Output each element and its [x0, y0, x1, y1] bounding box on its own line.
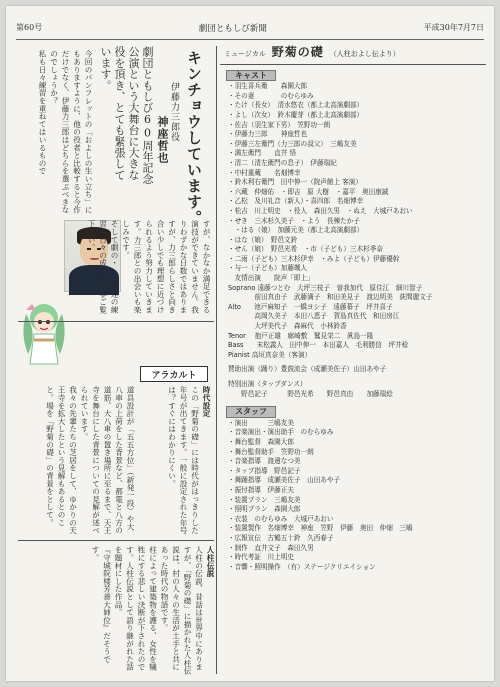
chorus-entry: Soprano 遠藤つとむ 大坪三枝子 曽我加代 原住江 細川智子	[228, 283, 423, 292]
staff-entry: ・時代考証 川上明史	[228, 553, 294, 562]
cast-entry: ・松吉 川上明史 ・役人 森田久男 ・ぬえ 大城戸あおい	[228, 206, 413, 215]
cast-entry: ・六蔵 仲畑佑 ・即吉 原 大樹 ・嘉平 奥田康誠	[228, 187, 389, 196]
cast-entry: ・たけ（長女） 清水悠衣（都上北高演劇部）	[228, 101, 364, 110]
staff-entry: ・衣装 のむらゆみ 大城戸あおい	[228, 514, 334, 523]
credits-kicker: ミュージカル	[224, 50, 266, 58]
staff-entry: ・舞踊指導 成瀬美佐子 山田あや子	[228, 476, 341, 485]
support-performers: 賛助出演（踊り）豊鼓流会（成瀬美佐子）山田あや子	[228, 365, 387, 374]
staff-entry: ・広報宣伝 古鶴五十鈴 久西春子	[228, 533, 334, 542]
staff-list	[220, 419, 486, 573]
interview-role: 伊藤力三郎役	[169, 82, 179, 142]
interview-name: 神座哲也	[156, 116, 169, 164]
issue-number: 第60号	[16, 23, 43, 32]
staff-entry: ・音楽演出・演出助手 のむらゆみ	[228, 428, 334, 437]
credits-subtitle: （人柱およし伝より）	[329, 50, 400, 58]
cast-entry: ・せん（娘） 野邑光希 ・市（子ども）三木杉季奈	[228, 245, 383, 254]
staff-entry: ・音響・照明操作 （有）ステージクリエイション	[228, 562, 376, 571]
page-header	[16, 16, 484, 40]
cast-entry: ・二雨（子ども）三木杉伊幸 ・みよ（子ども）伊藤優幹	[228, 254, 400, 263]
staff-entry: ・振付指導 伊藤正夫	[228, 485, 294, 494]
staff-label: スタッフ	[226, 406, 276, 418]
mascot-illustration	[16, 294, 72, 374]
staff-entry: ・装置プラン 三嶋友美	[228, 495, 301, 504]
cast-entry: ・乙松 及川礼音（新人）・喜四郎 名畑博幸	[228, 197, 364, 206]
staff-entry: ・タップ指導 野邑記子	[228, 466, 301, 475]
alacarte-col-1: 時代設定 この「野菊の礎」には時代がはっきりした年号が出てきます。一般に設定された年号は？すぐにはわかりにくい。	[167, 386, 211, 535]
cast-entry: ・はる（娘） 加藤元美（都上北高演劇部）	[228, 226, 364, 235]
staff-entry: ・音楽指導 渡邊なつ美	[228, 457, 301, 466]
tap-dance-section: 特別出演（タップダンス） 野邑記子 野邑光希 野邑真由 加藤瑞絵	[228, 380, 393, 398]
credits-title: 野菊の礎	[271, 45, 324, 59]
cast-entry: 友情出演 院声「即上」	[228, 274, 314, 283]
newspaper-title: 劇団ともしび新聞	[198, 23, 267, 34]
chorus-entry: 高岡久美子 本田八恵子 賀島真佐代 和田房江	[228, 312, 400, 321]
interview-body-1: 今回のパンフレットの「およしの生い立ち」にもありますように、他の役者と比較すると今作だけでなく、伊藤力三郎はどちらを選ぶべきなのでしょうか？ 私も日々練習を重ねてはいるもので	[38, 50, 93, 214]
cast-entry: ・伊藤三左衛門（力三郎の叔父） 三嶋友美	[228, 139, 357, 148]
cast-list	[220, 82, 486, 283]
chorus-entry: Bass 末松義人 田中伸一 本田嘉人 毛利勝信 坪井稔	[228, 341, 409, 350]
cast-label: キャスト	[226, 70, 276, 82]
cast-entry: ・はな（娘） 野邑文鈴	[228, 235, 298, 244]
cast-entry: ・鈴木利右衛門 田中伸一（院声館上 客演）	[228, 178, 362, 187]
staff-entry: ・舞台監督 森園大郎	[228, 437, 294, 446]
interview-body-2: すが、なかなか満足できる演技ができていません。我りわずかな日数ではありますが、力三郎らしさと向き合い少しでも理想に近づけられるよう努力していきます。力三郎との出会いも楽しみです。 そして劇の・・・私達の練習の日々の成果を是非ご覧下さい。	[87, 220, 211, 314]
chorus-entry: 前田真由子 武藤満子 和田美見子 渡辺明美 荻間麗文子	[228, 293, 433, 302]
cast-entry: ・満左衛門 直井 悟	[228, 149, 297, 158]
chorus-entry: Alto 池戸麻知子 一橋ヨシ子 遠藤幕子 坪井喜子	[228, 302, 393, 311]
cast-entry: ・せき 三木杉久美子 ・よう 長棟たか子	[228, 216, 360, 225]
staff-entry: ・舞台監督助手 笠野功一朗	[228, 447, 314, 456]
interview-headline: キンチョウしています。	[185, 50, 203, 226]
staff-entry: ・制作 直井文子 森田久男	[228, 543, 314, 552]
chorus-entry: Tenor 抱戸正雄 廊崎敷 鷲見栄二 眞島一隆	[228, 331, 374, 340]
alacarte-col-3: 人柱伝説 人柱の伝説、昔話は世界中にありますが、「野菊の礎」に描かれた人柱伝説は、村の人々の生活が土手と共にあった時代の物語です。 柱によって建築物を護る、女性を犠牲にする悲しい決断が下されたのです。人柱伝説として語り継がれた話を題材にした作品。 『守城院楼芳善大姉位』だそうです。	[91, 546, 215, 675]
cast-entry: ・よし（次女） 鈴木慶芽（都上北高演劇部）	[228, 110, 364, 119]
chorus-entry: 大坪美代子 森麻代 小林鈴香	[228, 322, 347, 331]
newspaper-page	[6, 6, 494, 681]
issue-date: 平成30年7月7日	[423, 23, 484, 32]
staff-entry: ・演出 三嶋友美	[228, 418, 294, 427]
alacarte-label: アラカルト	[140, 366, 208, 382]
cast-entry: ・その妻 のむらゆみ	[228, 91, 314, 100]
cast-entry: ・羽生喜兵衛 森園大郎	[228, 82, 308, 91]
staff-entry: ・装置製作 名畑博幸 神座 笠野 伊藤 奥田 仲畑 三嶋	[228, 524, 413, 533]
chorus-list	[220, 284, 486, 361]
cast-entry: ・佐吉（羽生家下男） 笠野功一朗	[228, 120, 331, 129]
staff-entry: ・照明プラン 森園大郎	[228, 505, 301, 514]
cast-entry: ・中村重蔵 名畑博幸	[228, 168, 301, 177]
cast-entry: ・与一（子ども）加藤颯人	[228, 264, 308, 273]
credits-panel	[220, 46, 486, 676]
chorus-entry: Pianist 高垣真奈美（客演）	[228, 350, 312, 359]
credits-title-row	[220, 46, 486, 65]
interview-lead: 劇団ともしび60周年記念 公演という大舞台に大きな 役を頂き、とても緊張して います。	[99, 46, 154, 185]
cast-entry: ・清二（清左衛門の息子） 伊藤瑞紀	[228, 158, 337, 167]
cast-entry: ・伊藤力三郎 神座哲也	[228, 130, 308, 139]
alacarte-col-2: 道具設計が「五五方位」（新発一段）や大八車の上荷をした背景など、都電と八方の道筋、大八車の置き場所に至るまで、天王寺を舞台にした背景についての見解が述べられています。 我々の先輩たちの芝居をして、ゆかりの天王寺を拡大したという見解もあるとのこと。場を「野菊の礎」の背景をとして。	[45, 386, 135, 535]
